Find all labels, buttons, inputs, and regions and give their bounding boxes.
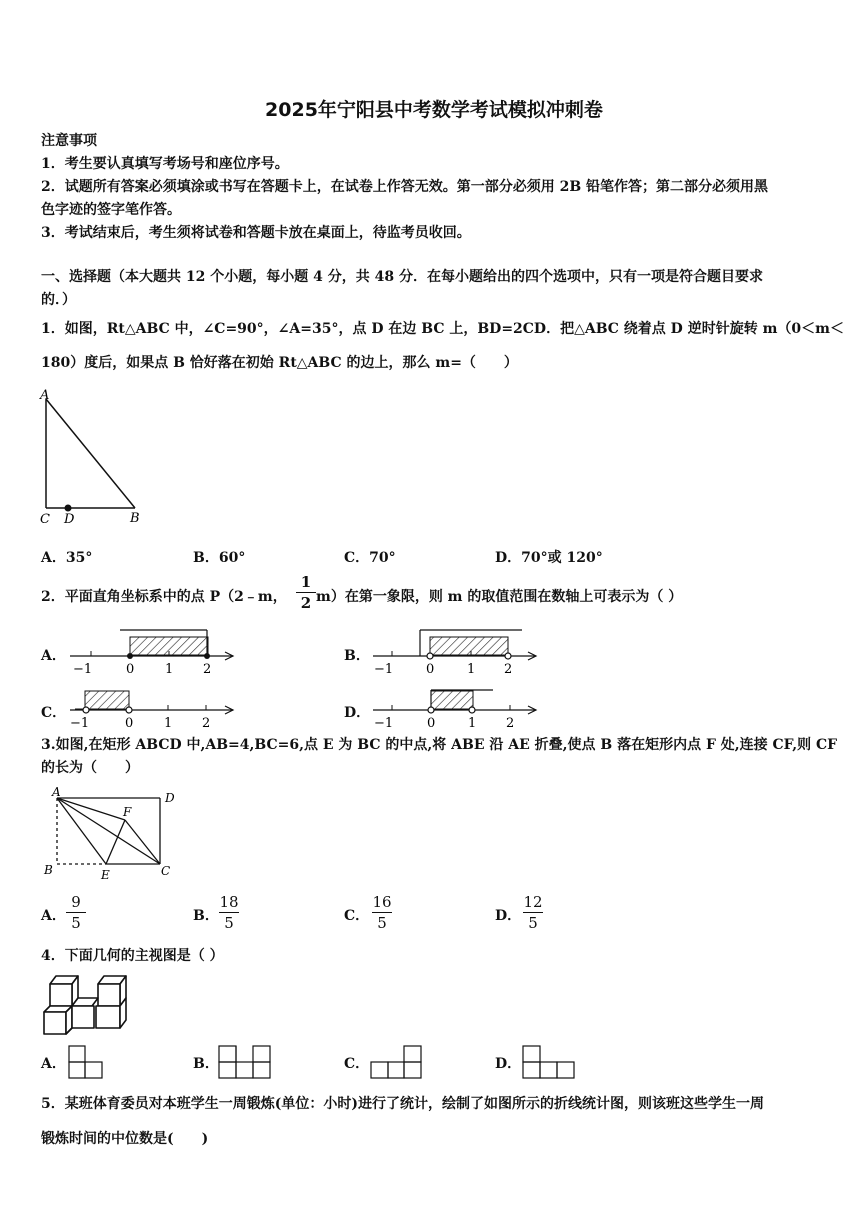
q2-frac-num: 1 [300, 573, 312, 591]
q4-option-c-label: C． [344, 1056, 370, 1072]
q3-label-b: B [44, 863, 53, 877]
q3-option-b-fraction [217, 893, 241, 932]
section-heading-cont: 的．） [41, 292, 76, 308]
q2-d-tick-2: 2 [506, 716, 515, 731]
q4-option-d-label: D． [495, 1056, 522, 1072]
q1-text-line1: 1．如图，Rt△ABC 中，∠C=90°，∠A=35°，点 D 在边 BC 上，BD=2CD．把△ABC 绕着点 D 逆时针旋转 m（0＜m＜ [41, 321, 844, 337]
q3-option-d-fraction [521, 893, 545, 932]
q2-option-d-label: D． [344, 705, 371, 721]
q4-solid-figure [40, 970, 132, 1036]
q3-label-e: E [101, 868, 110, 882]
q2-b-tick-neg1: −1 [374, 662, 394, 677]
q2-c-tick-neg1: −1 [70, 716, 90, 731]
q5-text-line1: 5．某班体育委员对本班学生一周锻炼(单位：小时)进行了统计，绘制了如图所示的折线统计图，则该班这些学生一周 [41, 1096, 764, 1112]
q1-text-line2: 180）度后，如果点 B 恰好落在初始 Rt△ABC 的边上，那么 m=（ ） [41, 355, 518, 371]
q3-b-num: 18 [219, 893, 239, 911]
q3-text-line1: 3.如图,在矩形 ABCD 中,AB=4,BC=6,点 E 为 BC 的中点,将 ABE 沿 AE 折叠,使点 B 落在矩形内点 F 处,连接 CF,则 CF [41, 737, 838, 753]
q3-b-den: 5 [224, 914, 234, 932]
q4-option-a-label: A． [41, 1056, 66, 1072]
q3-option-b-label: B． [193, 908, 219, 924]
q2-option-c-numberline [65, 682, 237, 734]
q2-option-a-label: A． [41, 648, 66, 664]
q1-label-c: C [40, 512, 50, 527]
q4-option-a-view [66, 1044, 106, 1080]
notice-item-2: 2．试题所有答案必须填涂或书写在答题卡上，在试卷上作答无效。第一部分必须用 2B 铅笔作答；第二部分必须用黑 [41, 179, 769, 195]
q1-option-b: B．60° [193, 550, 246, 566]
q3-label-d: D [165, 791, 175, 805]
q2-option-b-numberline [368, 626, 540, 678]
notice-item-1: 1．考生要认真填写考场号和座位序号。 [41, 156, 289, 172]
q1-label-a: A [40, 388, 50, 403]
notice-heading: 注意事项 [41, 133, 97, 149]
q2-option-d-numberline [368, 682, 540, 734]
q4-option-b-label: B． [193, 1056, 219, 1072]
q2-b-tick-2: 2 [504, 662, 513, 677]
q3-label-a: A [52, 785, 61, 799]
q2-a-tick-1: 1 [165, 662, 174, 677]
q3-d-den: 5 [528, 914, 538, 932]
q3-c-num: 16 [372, 893, 392, 911]
q2-frac-den: 2 [300, 594, 312, 612]
q3-rectangle-figure [40, 784, 185, 884]
q1-label-d: D [64, 512, 75, 527]
q2-c-tick-2: 2 [202, 716, 211, 731]
q3-a-den: 5 [71, 914, 81, 932]
q1-option-d: D．70°或 120° [495, 550, 603, 566]
q2-d-tick-neg1: −1 [374, 716, 394, 731]
q1-option-a: A．35° [41, 550, 93, 566]
q4-text: 4．下面几何的主视图是（ ） [41, 948, 224, 964]
q3-text-line2: 的长为（ ） [41, 760, 139, 776]
q1-label-b: B [130, 511, 140, 526]
q2-b-tick-0: 0 [426, 662, 435, 677]
q3-option-a-fraction [64, 893, 88, 932]
notice-item-3: 3．考试结束后，考生须将试卷和答题卡放在桌面上，待监考员收回。 [41, 225, 471, 241]
q2-text-post: m）在第一象限，则 m 的取值范围在数轴上可表示为（ ） [316, 589, 683, 605]
q4-option-b-view [217, 1044, 273, 1080]
page-title: 2025年宁阳县中考数学考试模拟冲刺卷 [265, 99, 603, 121]
q2-c-tick-0: 0 [125, 716, 134, 731]
q2-option-c-label: C． [41, 705, 67, 721]
q2-text-pre: 2．平面直角坐标系中的点 P（2﹣m， [41, 589, 287, 605]
q3-a-num: 9 [71, 893, 81, 911]
q2-a-tick-0: 0 [126, 662, 135, 677]
section-heading: 一、选择题（本大题共 12 个小题，每小题 4 分，共 48 分．在每小题给出的四个选项中，只有一项是符合题目要求 [41, 269, 763, 285]
q3-c-den: 5 [377, 914, 387, 932]
q2-option-a-numberline [65, 626, 237, 678]
q2-a-tick-2: 2 [203, 662, 212, 677]
q2-option-b-label: B． [344, 648, 370, 664]
q2-d-tick-1: 1 [468, 716, 477, 731]
notice-item-2-cont: 色字迹的签字笔作答。 [41, 202, 181, 218]
q3-option-d-label: D． [495, 908, 522, 924]
q3-label-f: F [123, 805, 132, 819]
q4-option-c-view [369, 1044, 425, 1080]
q3-d-num: 12 [523, 893, 543, 911]
q3-option-a-label: A． [41, 908, 66, 924]
q5-text-line2: 锻炼时间的中位数是( ) [41, 1131, 209, 1147]
q4-option-d-view [521, 1044, 577, 1080]
q3-option-c-label: C． [344, 908, 370, 924]
q2-a-tick-neg1: −1 [73, 662, 93, 677]
q1-triangle-figure [36, 385, 148, 530]
q2-d-tick-0: 0 [427, 716, 436, 731]
q3-option-c-fraction [370, 893, 394, 932]
q2-fraction-half [294, 573, 318, 612]
q3-label-c: C [161, 864, 171, 878]
q1-option-c: C．70° [344, 550, 396, 566]
q2-c-tick-1: 1 [164, 716, 173, 731]
q2-b-tick-1: 1 [467, 662, 476, 677]
